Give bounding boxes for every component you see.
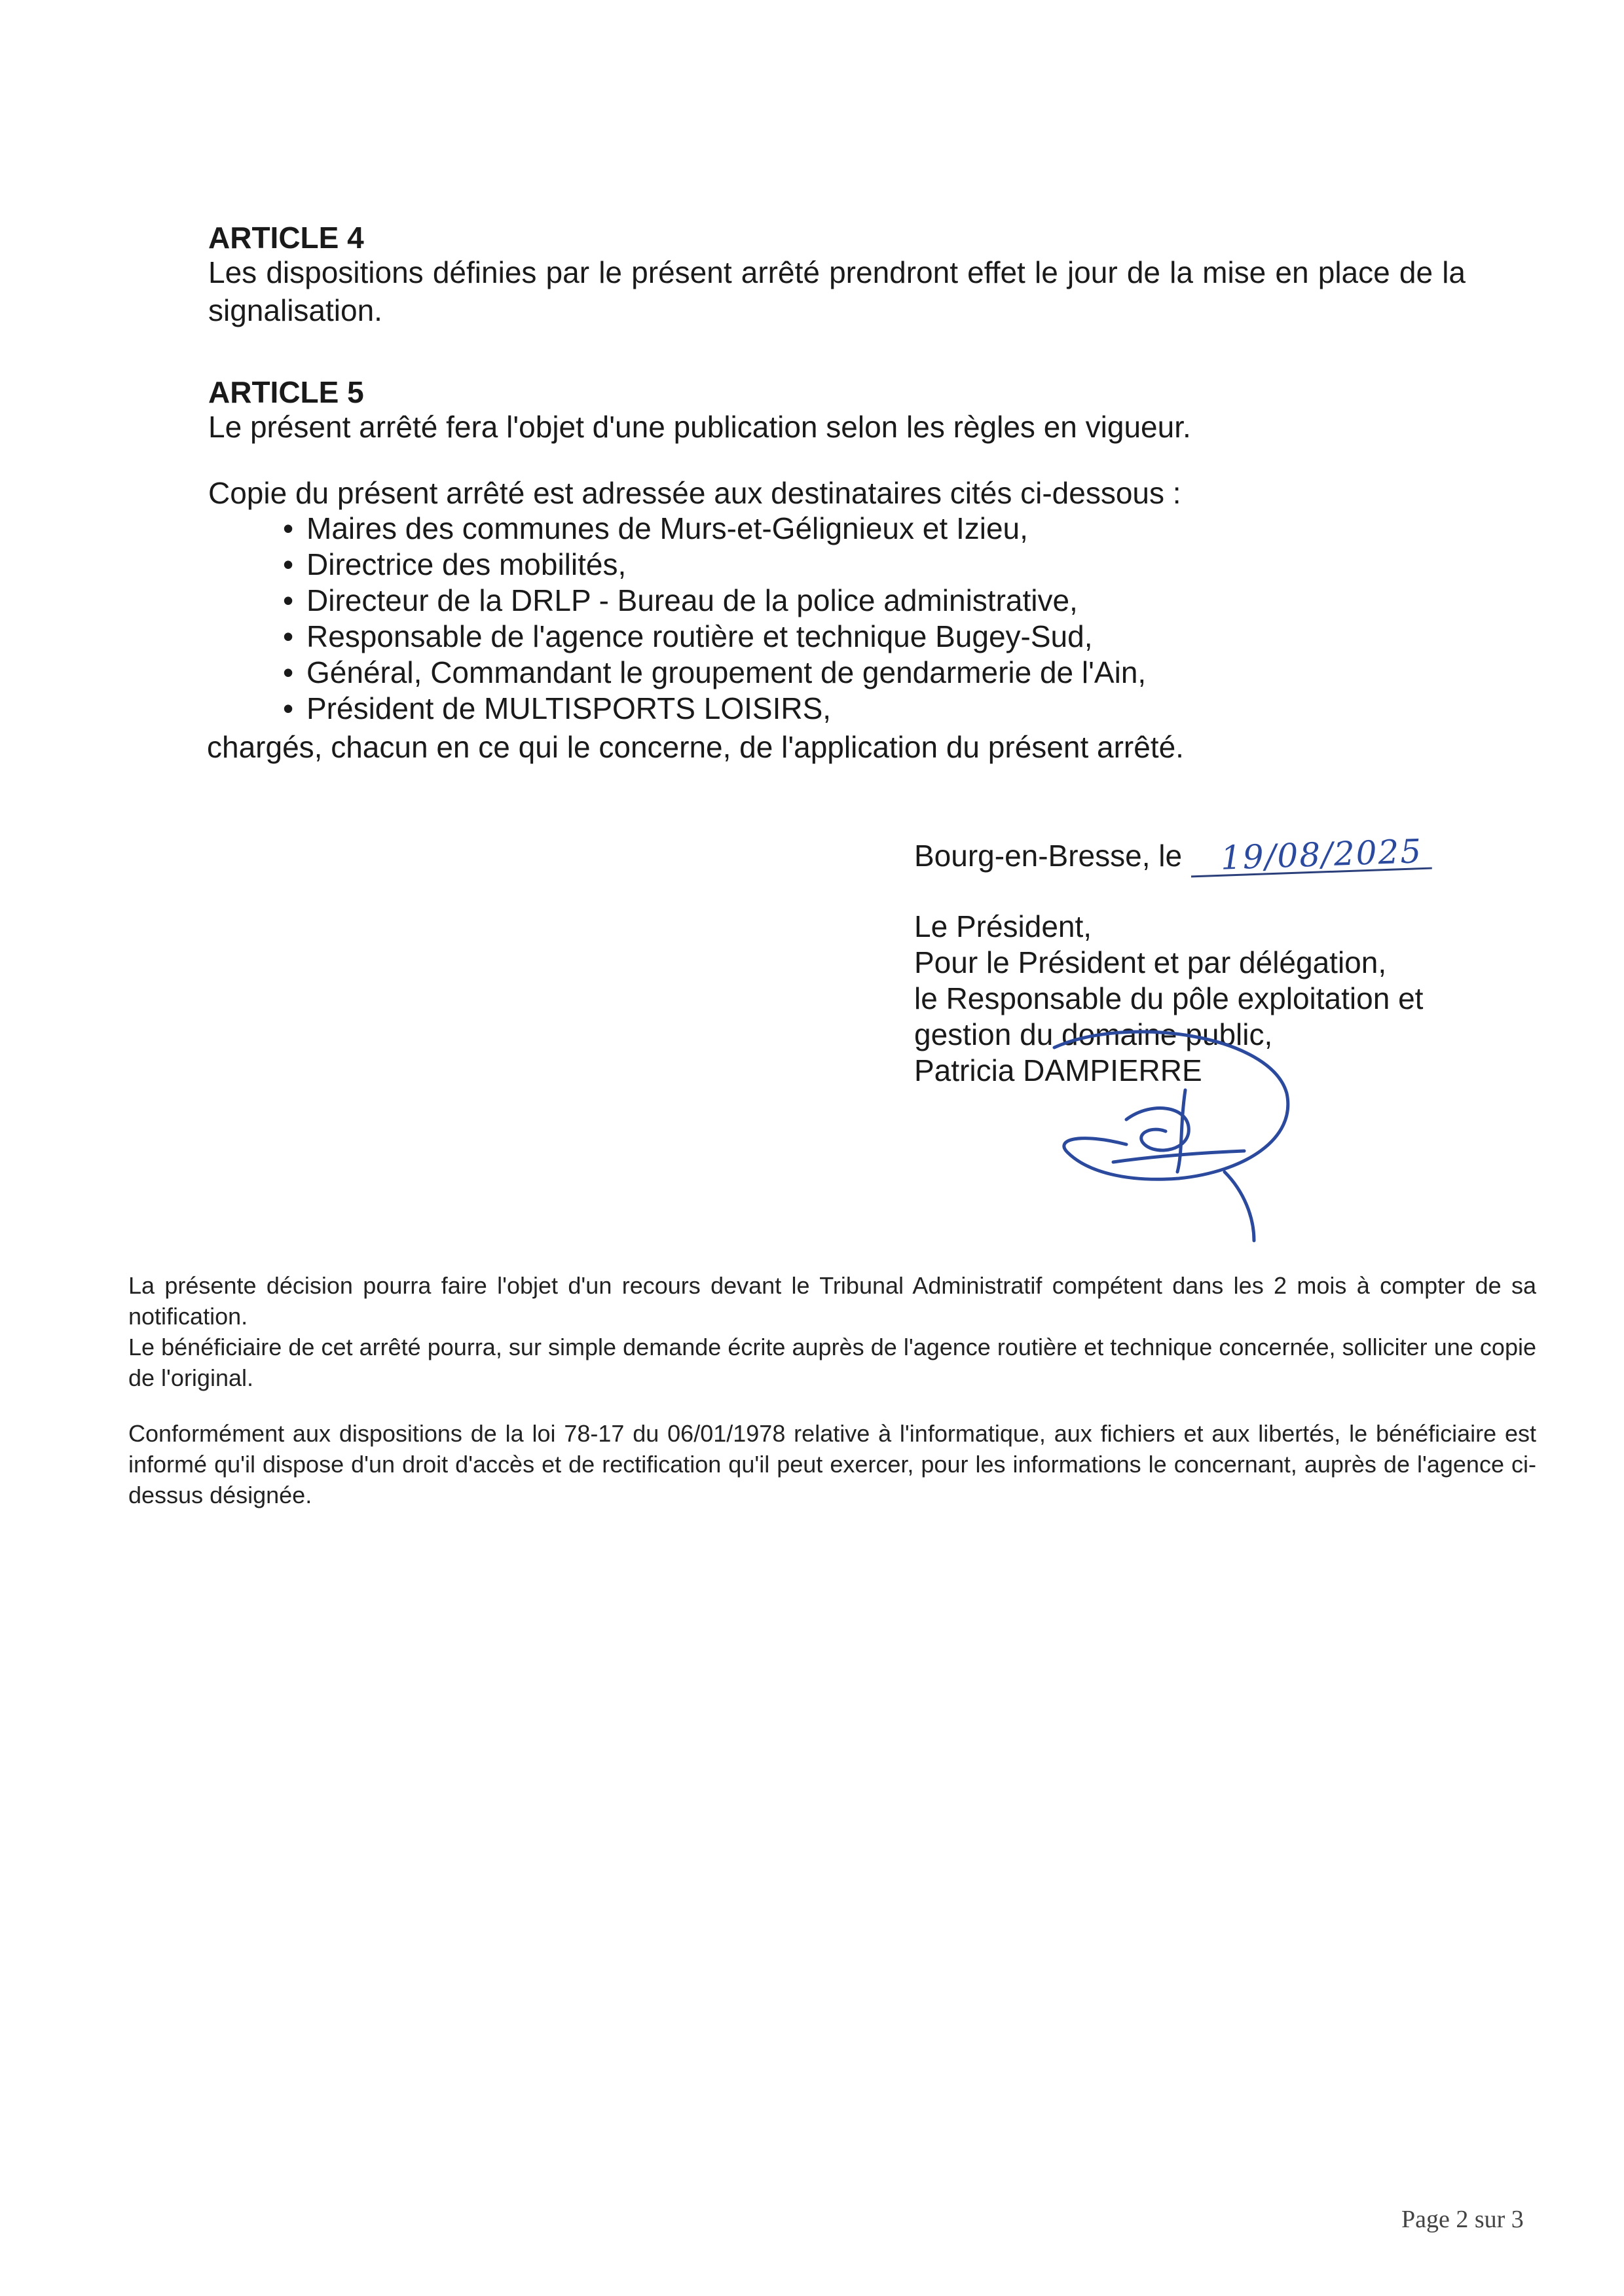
article-4-body: Les dispositions définies par le présent arrêté prendront effet le jour de la mise en place de la signalisation. — [208, 255, 1466, 327]
signatory-name: Patricia DAMPIERRE — [914, 1053, 1202, 1087]
bullet-icon: • — [283, 619, 294, 653]
bullet-icon: • — [283, 511, 294, 545]
data-protection-notice: Conformément aux dispositions de la loi 78-17 du 06/01/1978 relative à l'informatique, aux fichiers et aux libertés, le bénéficiaire est informé qu'il dispose d'un droit d'accès et de rectification qu'il peut exercer, pour les informations le concernant, auprès de l'agence ci-dessus désignée. — [128, 1420, 1536, 1508]
appeal-notice: La présente décision pourra faire l'objet d'un recours devant le Tribunal Administratif compétent dans les 2 mois à compter de sa notification. — [128, 1272, 1536, 1330]
handwritten-date: 19/08/2025 — [1190, 835, 1432, 878]
signature-block — [914, 832, 1431, 877]
signatory-line: le Responsable du pôle exploitation et — [914, 981, 1424, 1015]
bullet-icon: • — [283, 583, 294, 617]
signatory-line: gestion du domaine public, — [914, 1017, 1273, 1051]
recipients-list — [283, 511, 1146, 727]
bullet-icon: • — [283, 655, 294, 689]
signatory-line: Le Président, — [914, 909, 1092, 943]
list-item: • Maires des communes de Murs-et-Gélignieux et Izieu, — [283, 511, 1028, 545]
page-number: Page 2 sur 3 — [1401, 2206, 1524, 2233]
handwritten-signature-icon — [1028, 1021, 1303, 1244]
place-date-line — [914, 832, 1431, 877]
list-item: • Directrice des mobilités, — [283, 547, 627, 581]
list-item: • Responsable de l'agence routière et technique Bugey-Sud, — [283, 619, 1093, 653]
responsibility-statement: chargés, chacun en ce qui le concerne, de l'application du présent arrêté. — [207, 730, 1184, 764]
signatory-line: Pour le Président et par délégation, — [914, 945, 1387, 979]
bullet-icon: • — [283, 547, 294, 581]
article-4-heading: ARTICLE 4 — [208, 221, 364, 255]
legal-notice — [128, 1270, 1536, 1510]
copy-request-notice: Le bénéficiaire de cet arrêté pourra, sur simple demande écrite auprès de l'agence routière et technique concernée, solliciter une copie de l'original. — [128, 1334, 1536, 1391]
list-item: • Général, Commandant le groupement de gendarmerie de l'Ain, — [283, 655, 1147, 689]
list-item: • Directeur de la DRLP - Bureau de la police administrative, — [283, 583, 1078, 617]
copy-recipients-intro: Copie du présent arrêté est adressée aux destinataires cités ci-dessous : — [208, 476, 1181, 510]
list-item: • Président de MULTISPORTS LOISIRS, — [283, 691, 832, 725]
bullet-icon: • — [283, 691, 294, 725]
article-5-heading: ARTICLE 5 — [208, 375, 364, 409]
place-label: Bourg-en-Bresse, le — [914, 839, 1183, 873]
article-5-body: Le présent arrêté fera l'objet d'une publication selon les règles en vigueur. — [208, 410, 1191, 444]
